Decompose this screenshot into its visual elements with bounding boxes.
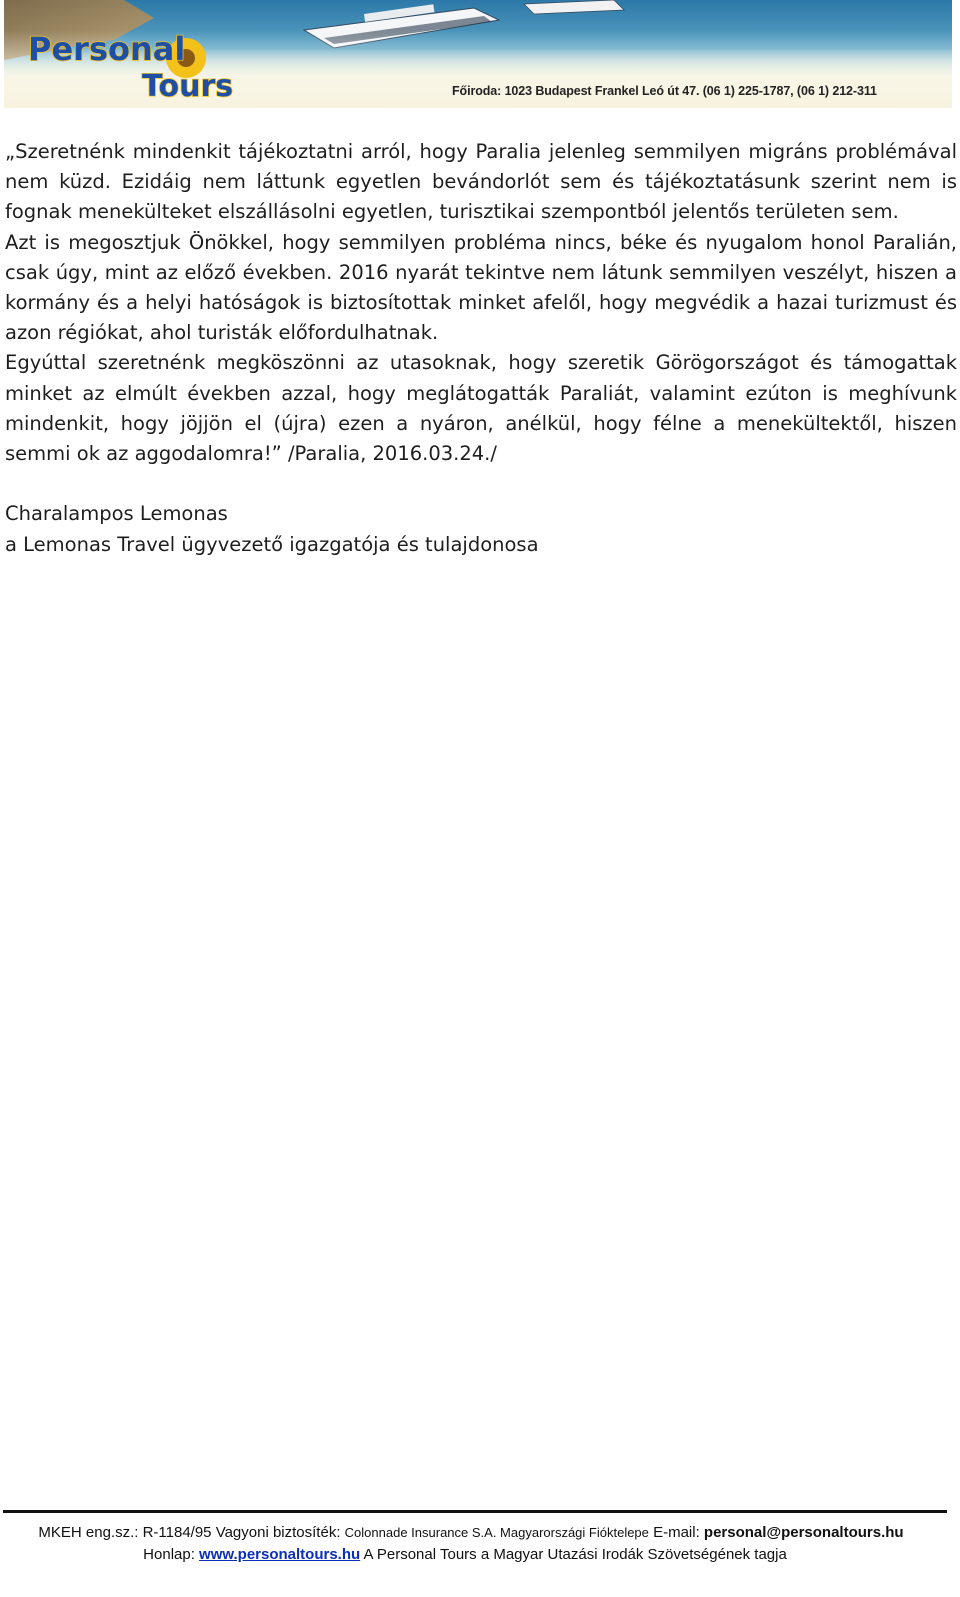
footer-row-registration <box>0 1522 960 1544</box>
footer-divider <box>3 1510 947 1513</box>
logo-text-tours: Tours <box>142 69 234 104</box>
signature-title: a Lemonas Travel ügyvezető igazgatója és tulajdonosa <box>5 532 539 556</box>
letter-body <box>5 137 957 560</box>
paragraph-2: Azt is megosztjuk Önökkel, hogy semmilyen probléma nincs, béke és nyugalom honol Paralián, csak úgy, mint az előző években. 2016 nyarát tekintve nem látunk semmilyen veszélyt, hiszen a kormány és a helyi hatóságok is biztosítottak minket afelől, hogy megvédik a hazai turizmust és azon régiókat, ahol turisták előfordulhatnak. <box>5 230 957 345</box>
spacer <box>5 469 957 499</box>
insurer-text: Colonnade Insurance S.A. Magyarországi Fióktelepe <box>344 1525 649 1540</box>
signature-name: Charalampos Lemonas <box>5 502 228 526</box>
registration-text: MKEH eng.sz.: R-1184/95 Vagyoni biztosíték: <box>38 1524 341 1541</box>
paragraph-3: Egyúttal szeretnénk megköszönni az utasoknak, hogy szeretik Görögországot és támogattak minket az elmúlt években azzal, hogy meglátogatták Paraliát, valamint ezúton is meghívunk mindenkit, hogy jöjjön el (újra) ezen a nyáron, anélkül, hogy félne a menekültektől, hiszen semmi ok az aggodalomra!” /Paralia, 2016.03.24./ <box>5 351 957 466</box>
header-banner <box>4 0 952 108</box>
homepage-label: Honlap: <box>143 1546 195 1563</box>
homepage-link[interactable]: www.personaltours.hu <box>199 1546 361 1563</box>
membership-text: A Personal Tours a Magyar Utazási Irodák Szövetségének tagja <box>363 1546 787 1563</box>
head-office-address: Főiroda: 1023 Budapest Frankel Leó út 47. (06 1) 225-1787, (06 1) 212-311 <box>452 84 877 98</box>
footer-row-homepage <box>0 1544 960 1566</box>
footer <box>0 1522 960 1566</box>
email-label: E-mail: <box>653 1524 700 1541</box>
email-address[interactable]: personal@personaltours.hu <box>703 1524 904 1541</box>
logo-text-personal: Personal <box>28 30 186 68</box>
paragraph-1: „Szeretnénk mindenkit tájékoztatni arról, hogy Paralia jelenleg semmilyen migráns problémával nem küzd. Ezidáig nem láttunk egyetlen bevándorlót sem és tájékoztatásunk szerint nem is fognak menekülteket elszállásolni egyetlen, turisztikai szempontból jelentős területen sem. <box>5 140 957 224</box>
